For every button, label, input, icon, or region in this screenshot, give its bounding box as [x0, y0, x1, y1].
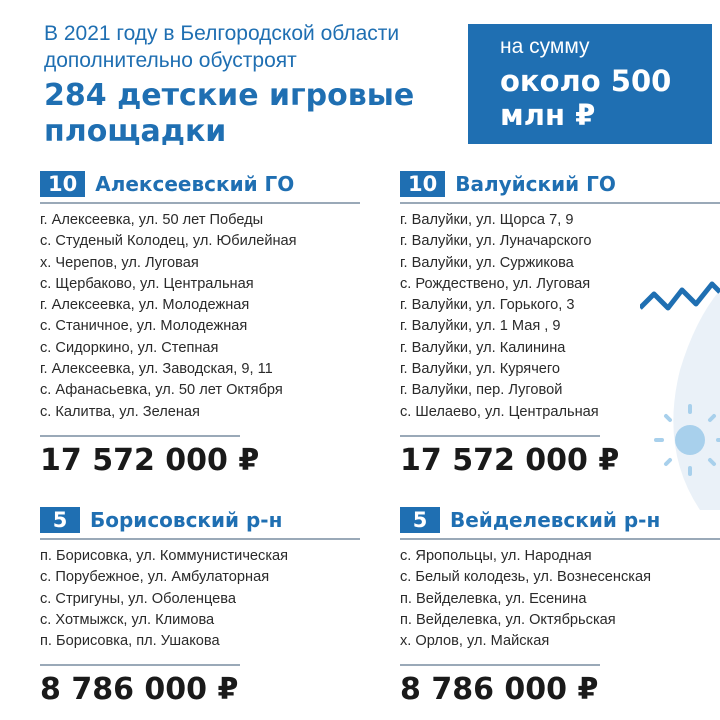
count-badge: 10: [400, 171, 445, 197]
address-list: [400, 546, 720, 652]
header-subtitle: В 2021 году в Белгородской области дополнительно обустроят: [44, 22, 400, 72]
address-item: г. Валуйки, ул. Курячего: [400, 361, 561, 378]
address-item: с. Калитва, ул. Зеленая: [40, 403, 200, 420]
address-item: г. Валуйки, ул. 1 Мая , 9: [400, 318, 561, 335]
address-item: с. Порубежное, ул. Амбулаторная: [40, 569, 270, 586]
address-item: г. Валуйки, ул. Калинина: [400, 339, 566, 356]
address-list: [40, 210, 370, 423]
address-item: г. Валуйки, ул. Горького, 3: [400, 297, 575, 314]
district-block-alekseevsky: [40, 170, 370, 479]
address-item: п. Борисовка, пл. Ушакова: [40, 633, 220, 650]
decorative-shape-icon: [640, 270, 720, 510]
count-badge: 5: [400, 507, 440, 533]
address-item: г. Алексеевка, ул. Заводская, 9, 11: [40, 361, 273, 378]
divider: [40, 435, 240, 437]
address-item: г. Валуйки, ул. Луначарского: [400, 233, 592, 250]
summary-label: на сумму: [500, 35, 590, 58]
amount: 17 572 000 ₽: [400, 442, 620, 478]
mountain-line-icon: [640, 284, 720, 308]
address-item: с. Студеный Колодец, ул. Юбилейная: [40, 233, 297, 250]
address-item: г. Валуйки, ул. Щорса 7, 9: [400, 212, 574, 228]
divider: [400, 202, 720, 204]
district-block-veydelevsky: [400, 506, 720, 708]
district-name: Вейделевский р-н: [450, 508, 661, 532]
address-item: с. Рождествено, ул. Луговая: [400, 275, 591, 292]
address-item: п. Вейделевка, ул. Октябрьская: [400, 611, 616, 628]
amount: 17 572 000 ₽: [40, 442, 260, 478]
count-badge: 5: [40, 507, 80, 533]
address-item: с. Станичное, ул. Молодежная: [40, 318, 248, 335]
address-item: с. Щербаково, ул. Центральная: [40, 275, 254, 292]
address-item: с. Яропольцы, ул. Народная: [400, 548, 592, 564]
address-item: г. Валуйки, пер. Луговой: [400, 382, 563, 399]
address-item: г. Валуйки, ул. Суржикова: [400, 254, 574, 271]
divider: [40, 202, 360, 204]
address-item: с. Белый колодезь, ул. Вознесенская: [400, 569, 652, 586]
address-item: с. Хотмыжск, ул. Климова: [40, 611, 215, 628]
address-item: п. Борисовка, ул. Коммунистическая: [40, 548, 289, 564]
divider: [400, 538, 720, 540]
divider: [400, 435, 600, 437]
address-item: с. Стригуны, ул. Оболенцева: [40, 590, 236, 607]
district-block-borisovsky: [40, 506, 370, 708]
divider: [40, 538, 360, 540]
address-item: п. Вейделевка, ул. Есенина: [400, 590, 587, 607]
summary-value: около 500 млн ₽: [500, 64, 672, 132]
header-title: 284 детские игровые площадки: [44, 78, 415, 149]
district-name: Борисовский р-н: [90, 508, 283, 532]
amount: 8 786 000 ₽: [400, 672, 599, 708]
district-name: Алексеевский ГО: [95, 172, 295, 196]
amount: 8 786 000 ₽: [40, 672, 239, 708]
district-name: Валуйский ГО: [455, 172, 616, 196]
address-item: х. Черепов, ул. Луговая: [40, 254, 199, 271]
address-list: [40, 546, 370, 652]
address-item: г. Алексеевка, ул. 50 лет Победы: [40, 212, 264, 228]
address-item: с. Сидоркино, ул. Степная: [40, 339, 219, 356]
summary-box: [468, 24, 712, 144]
address-item: х. Орлов, ул. Майская: [400, 633, 550, 650]
count-badge: 10: [40, 171, 85, 197]
divider: [400, 664, 600, 666]
address-item: с. Афанасьевка, ул. 50 лет Октября: [40, 382, 283, 399]
address-item: г. Алексеевка, ул. Молодежная: [40, 297, 250, 314]
divider: [40, 664, 240, 666]
address-item: с. Шелаево, ул. Центральная: [400, 403, 599, 420]
